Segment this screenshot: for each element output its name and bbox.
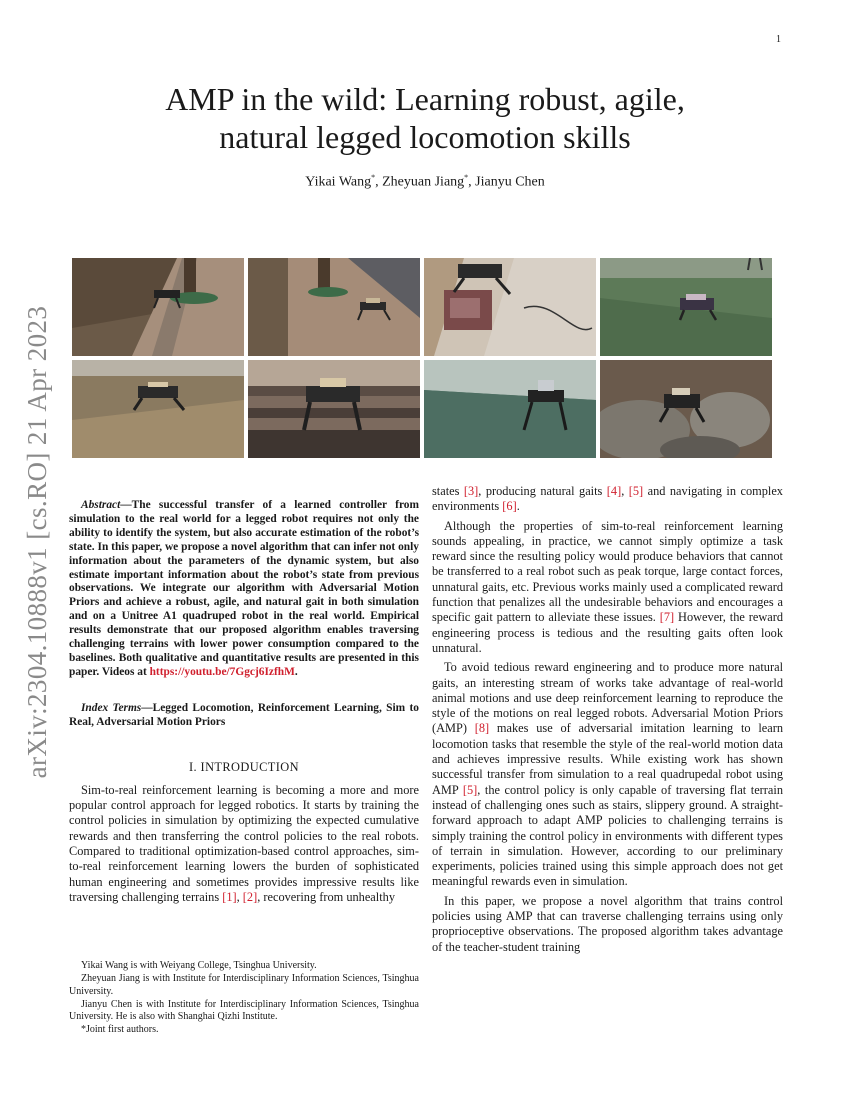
- author-name: Yikai Wang: [305, 174, 372, 190]
- text-run: , producing natural gaits: [478, 484, 607, 498]
- paper-title: [60, 80, 790, 156]
- paragraph-sim-to-real: [432, 519, 783, 657]
- citation-link[interactable]: [4]: [606, 484, 622, 498]
- photo-indoor-box: [424, 258, 596, 356]
- author-separator: ,: [468, 174, 476, 190]
- text-run: However, the reward engineering process is tedious and the resulting gaits often look unnatural.: [432, 610, 784, 655]
- author-name: Jianyu Chen: [475, 174, 545, 190]
- text-run: and navigating in complex environments: [432, 484, 783, 514]
- photo-stairs: [248, 360, 420, 458]
- intro-paragraph: [69, 783, 419, 905]
- text-run: .: [516, 499, 520, 514]
- citation-separator: ,: [621, 484, 629, 498]
- intro-tail: , recovering from unhealthy: [257, 889, 395, 904]
- photo-sidewalk-tree: [72, 258, 244, 356]
- citation-link[interactable]: [6]: [502, 499, 517, 514]
- index-terms-text: —Legged Locomotion, Reinforcement Learning, Sim to Real, Adversarial Motion Priors: [69, 701, 419, 728]
- title-line-2: natural legged locomotion skills: [219, 119, 631, 155]
- text-run: , the control policy is only capable of traversing flat terrain instead of challenging ones such as stairs, slippery ground. A straight-forward approach to adapt AMP policies to challenging terrains is simply training the control policy in environments with different types of terrain in simulation. However, according to our preliminary experiments, policies trained using this simple approach does not get meaningful rewards even in simulation.: [432, 782, 783, 889]
- video-link[interactable]: https://youtu.be/7Ggcj6IzfhM: [149, 665, 295, 678]
- citation-link[interactable]: [5]: [462, 782, 478, 797]
- footnote: Zheyuan Jiang is with Institute for Interdisciplinary Information Sciences, Tsinghua University.: [69, 973, 419, 997]
- citation-separator: ,: [236, 889, 243, 904]
- citation-link[interactable]: [8]: [474, 721, 490, 736]
- abstract-label: Abstract: [81, 499, 121, 511]
- photo-sports-field: [600, 258, 772, 356]
- right-column: [432, 484, 783, 959]
- text-run: states: [432, 484, 464, 498]
- index-terms-label: Index Terms: [81, 701, 142, 714]
- text-run: To avoid tedious reward engineering and to produce more natural gaits, an interesting stream of works take advantage of real-world animal motions and use deep reinforcement learning to reproduce the style of the motions on real legged robots. Adversarial Motion Priors (AMP): [432, 660, 783, 736]
- photo-rocky-terrain: [600, 360, 772, 458]
- photo-green-ramp: [424, 360, 596, 458]
- footnote: Yikai Wang is with Weiyang College, Tsinghua University.: [81, 960, 317, 971]
- citation-link[interactable]: [2]: [242, 889, 258, 904]
- footnote: *Joint first authors.: [81, 1024, 159, 1036]
- abstract-text: —The successful transfer of a learned controller from simulation to the real world for a legged robot requires not only the ability to identify the system, but also accurate estimation of the robot’s state. In this paper, we propose a novel algorithm that can infer not only information about the parameters of the dynamic system, but also estimate important information about the robot’s state from previous observations. We integrate our algorithm with Adversarial Motion Priors and achieve a robust, agile, and natural gait in both simulation and on a Unitree A1 quadruped robot in the real world. Empirical results demonstrate that our proposed algorithm enables traversing challenging terrains with lower power consumption compared to the baselines. Both qualitative and quantitative results are presented in this paper. Videos at: [69, 499, 419, 678]
- citation-link[interactable]: [7]: [659, 610, 675, 625]
- title-line-1: AMP in the wild: Learning robust, agile,: [165, 81, 685, 117]
- joint-first-mark: *: [371, 173, 376, 182]
- intro-text: Sim-to-real reinforcement learning is becoming a more and more popular control approach for legged robotics. It starts by training the control policies in simulation by optimizing the expected cumulative rewards and then transferring the control policies to the real robots. Compared to traditional optimization-based control approaches, sim-to-real reinforcement learning lowers the burden of sophisticated human engineering and sometimes provides impressive results like traversing challenging terrains: [69, 782, 419, 904]
- joint-first-mark: *: [464, 173, 469, 182]
- left-column: [69, 499, 419, 909]
- photo-grass-slope: [72, 360, 244, 458]
- author-separator: ,: [375, 174, 383, 190]
- text-run: makes use of adversarial imitation learning to learn locomotion tasks that resemble the style of the real-world motion data and achieves impressive results. While existing work has shown successful transfer from simulation to a real quadrupedal robot using AMP: [432, 721, 784, 797]
- author-name: Zheyuan Jiang: [382, 174, 465, 190]
- text-run: Although the properties of sim-to-real reinforcement learning sounds appealing, in practice, we cannot simply optimize a task reward since the resulting policy would produce behaviors that cannot be transferred to a real robot such as peak torque, large contact forces, unnatural gaits, etc. Previous works mainly used a complicated reward function that penalizes all the undesirable behaviors and encourages a specific gait pattern to alleviate these issues.: [432, 518, 783, 625]
- teaser-figure: [72, 258, 774, 458]
- citation-link[interactable]: [5]: [628, 484, 644, 498]
- citation-link[interactable]: [1]: [222, 889, 237, 904]
- abstract-end: .: [294, 665, 298, 678]
- citation-link[interactable]: [3]: [463, 484, 479, 498]
- section-heading: I. INTRODUCTION: [189, 759, 299, 774]
- paragraph-continued: [432, 484, 783, 515]
- footnotes: [69, 960, 419, 1038]
- page-number: 1: [776, 34, 781, 45]
- arxiv-stamp: arXiv:2304.10888v1 [cs.RO] 21 Apr 2023: [22, 305, 52, 779]
- author-list: [60, 173, 790, 191]
- photo-sidewalk-walk: [248, 258, 420, 356]
- index-terms: [69, 702, 419, 730]
- abstract: [69, 499, 419, 680]
- paragraph-amp: [432, 660, 783, 889]
- footnote: Jianyu Chen is with Institute for Interdisciplinary Information Sciences, Tsinghua University. He is also with Shanghai Qizhi Institute.: [69, 998, 419, 1023]
- paragraph-proposal: In this paper, we propose a novel algorithm that trains control policies using AMP that can traverse challenging terrains using only proprioceptive observations. The proposed algorithm takes advantage of the teacher-student training: [432, 893, 783, 954]
